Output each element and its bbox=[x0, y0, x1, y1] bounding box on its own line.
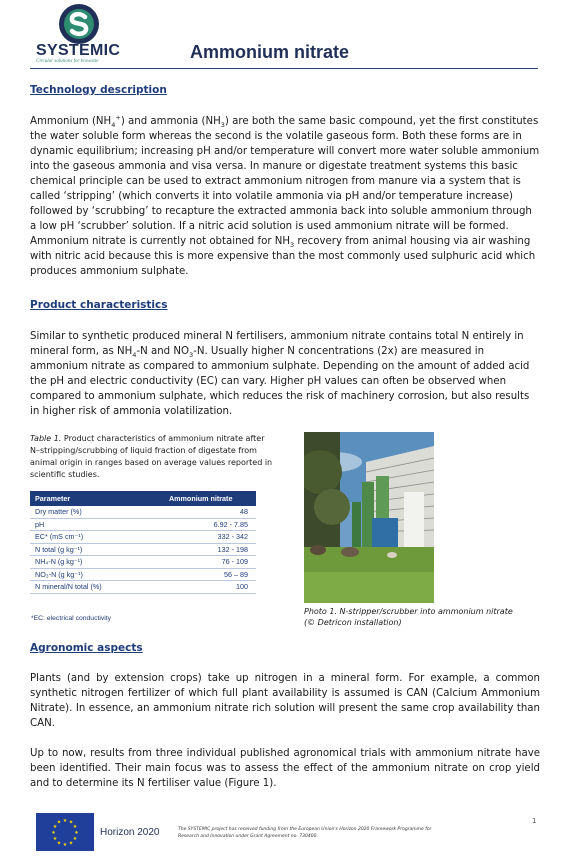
table-row bbox=[30, 531, 256, 544]
product-paragraph: Similar to synthetic produced mineral N fertilisers, ammonium nitrate contains total N entirely in mineral form, as $NH_4-N$ and $NO_3-N$. Usually higher N concentrations (2x) are measured in ammonium nitrate as compared to ammonium sulphate. Depending on the amount of added acid the pH and electric conductivity (EC) can vary. Higher pH values can often be observed when compared to ammonium sulphate, which reduces the risk of machinery corrosion, but also results in higher risk of ammonia volatilization. bbox=[30, 331, 530, 417]
table-row bbox=[30, 568, 256, 581]
table-caption bbox=[30, 433, 275, 481]
table-row bbox=[30, 581, 256, 594]
table-row bbox=[30, 518, 256, 531]
table-footnote: *EC: electrical conductivity bbox=[31, 615, 112, 622]
value-cell: 76 - 109 bbox=[145, 556, 256, 569]
svg-text:★: ★ bbox=[52, 824, 58, 830]
param-cell: pH bbox=[30, 518, 145, 531]
agronomic-paragraph-2: Up to now, results from three individual published agronomical trials with ammonium nitrate have been identified. Their main focus was to assess the effect of the ammonium nitrate on crop yield and to determine its N fertiliser value (Figure 1). bbox=[30, 748, 540, 789]
logo-name: SYSTEMIC bbox=[36, 42, 121, 59]
svg-text:★: ★ bbox=[62, 818, 68, 824]
agronomic-paragraph-1: Plants (and by extension crops) take up nitrogen in a mineral form. For example, a common synthetic nitrogen fertilizer of which full plant availability is assumed is CAN (Calcium Ammonium Nitrate). In essence, an ammonium nitrate rich solution will present the same crop availability than CAN. bbox=[30, 673, 540, 729]
logo-tagline: Circular solutions for biowaste bbox=[36, 59, 99, 64]
table-caption-label: Table 1. bbox=[30, 434, 62, 443]
section-heading-product: Product characteristics bbox=[30, 299, 168, 311]
table-caption-text: Product characteristics of ammonium nitrate after N–stripping/scrubbing of liquid fraction of digestate from animal origin in ranges based on average values reported in scientific studies. bbox=[30, 434, 273, 479]
stripper-scrubber-photo bbox=[304, 432, 434, 603]
svg-text:★: ★ bbox=[72, 824, 78, 830]
value-cell: 48 bbox=[145, 506, 256, 518]
section-heading-agronomic: Agronomic aspects bbox=[30, 642, 143, 654]
systemic-logo-icon bbox=[58, 3, 100, 45]
param-cell: NH₄-N (g kg⁻¹) bbox=[30, 556, 145, 569]
value-cell: 132 - 198 bbox=[145, 543, 256, 556]
value-cell: 6.92 - 7.85 bbox=[145, 518, 256, 531]
svg-text:★: ★ bbox=[56, 819, 62, 826]
svg-text:★: ★ bbox=[74, 830, 79, 836]
photo-caption: Photo 1. N-stripper/scrubber into ammonium nitrate (© Detricon installation) bbox=[304, 607, 513, 627]
param-cell: Dry matter (%) bbox=[30, 506, 145, 518]
svg-text:★: ★ bbox=[72, 836, 78, 842]
param-cell: EC* (mS cm⁻¹) bbox=[30, 531, 145, 544]
page-title: Ammonium nitrate bbox=[190, 42, 350, 62]
param-cell: NO₃-N (g kg⁻¹) bbox=[30, 568, 145, 581]
value-cell: 100 bbox=[145, 581, 256, 594]
column-header-parameter: Parameter bbox=[30, 491, 145, 506]
eu-flag-icon bbox=[36, 813, 94, 851]
technology-paragraph: Ammonium $(NH_4^+)$ and ammonia $(NH_3)$ are both the same basic compound, yet the first constitutes the water soluble form whereas the second is the volatile gaseous form. Both these forms are in dynamic equilibrium; increasing pH and/or temperature will convert more water soluble ammonium into the gaseous ammonia and visa versa. In manure or digestate treatment systems this basic chemical principle can be used to extract ammonium nitrogen from manure via a system that is called ‘stripping’ (which converts it into volatile ammonia via pH and/or temperature increase) followed by ‘scrubbing’ to recapture the extracted ammonia back into soluble ammonium through a low pH ‘scrubber’ solution. If a nitric acid solution is used ammonium nitrate will be formed. Ammonium nitrate is currently not obtained for $NH_3$ recovery from animal housing via air washing with nitric acid because this is more expensive than the most commonly used sulphuric acid which produces ammonium sulphate. bbox=[30, 113, 540, 277]
svg-text:★: ★ bbox=[62, 842, 68, 848]
svg-text:★: ★ bbox=[51, 830, 56, 836]
value-cell: 332 - 342 bbox=[145, 531, 256, 544]
param-cell: N total (g kg⁻¹) bbox=[30, 543, 145, 556]
table-row bbox=[30, 506, 256, 518]
page-number: 1 bbox=[532, 817, 537, 825]
value-cell: 56 – 89 bbox=[145, 568, 256, 581]
section-heading-technology: Technology description bbox=[30, 84, 167, 96]
product-characteristics-table bbox=[30, 491, 256, 594]
table-row bbox=[30, 556, 256, 569]
horizon-2020-label: Horizon 2020 bbox=[100, 827, 160, 838]
table-header-row bbox=[30, 491, 256, 506]
funding-statement: The SYSTEMIC project has received funding from the European Union's Horizon 2020 Framework Programme for Research and Innovation under Grant Agreement no. 730400. bbox=[178, 827, 432, 839]
svg-text:★: ★ bbox=[52, 836, 58, 842]
svg-text:★: ★ bbox=[68, 840, 74, 847]
svg-text:★: ★ bbox=[68, 819, 74, 826]
header-divider bbox=[30, 68, 538, 69]
param-cell: N mineral/N total (%) bbox=[30, 581, 145, 594]
svg-text:★: ★ bbox=[56, 840, 62, 847]
column-header-ammonium-nitrate: Ammonium nitrate bbox=[145, 491, 256, 506]
table-row bbox=[30, 543, 256, 556]
